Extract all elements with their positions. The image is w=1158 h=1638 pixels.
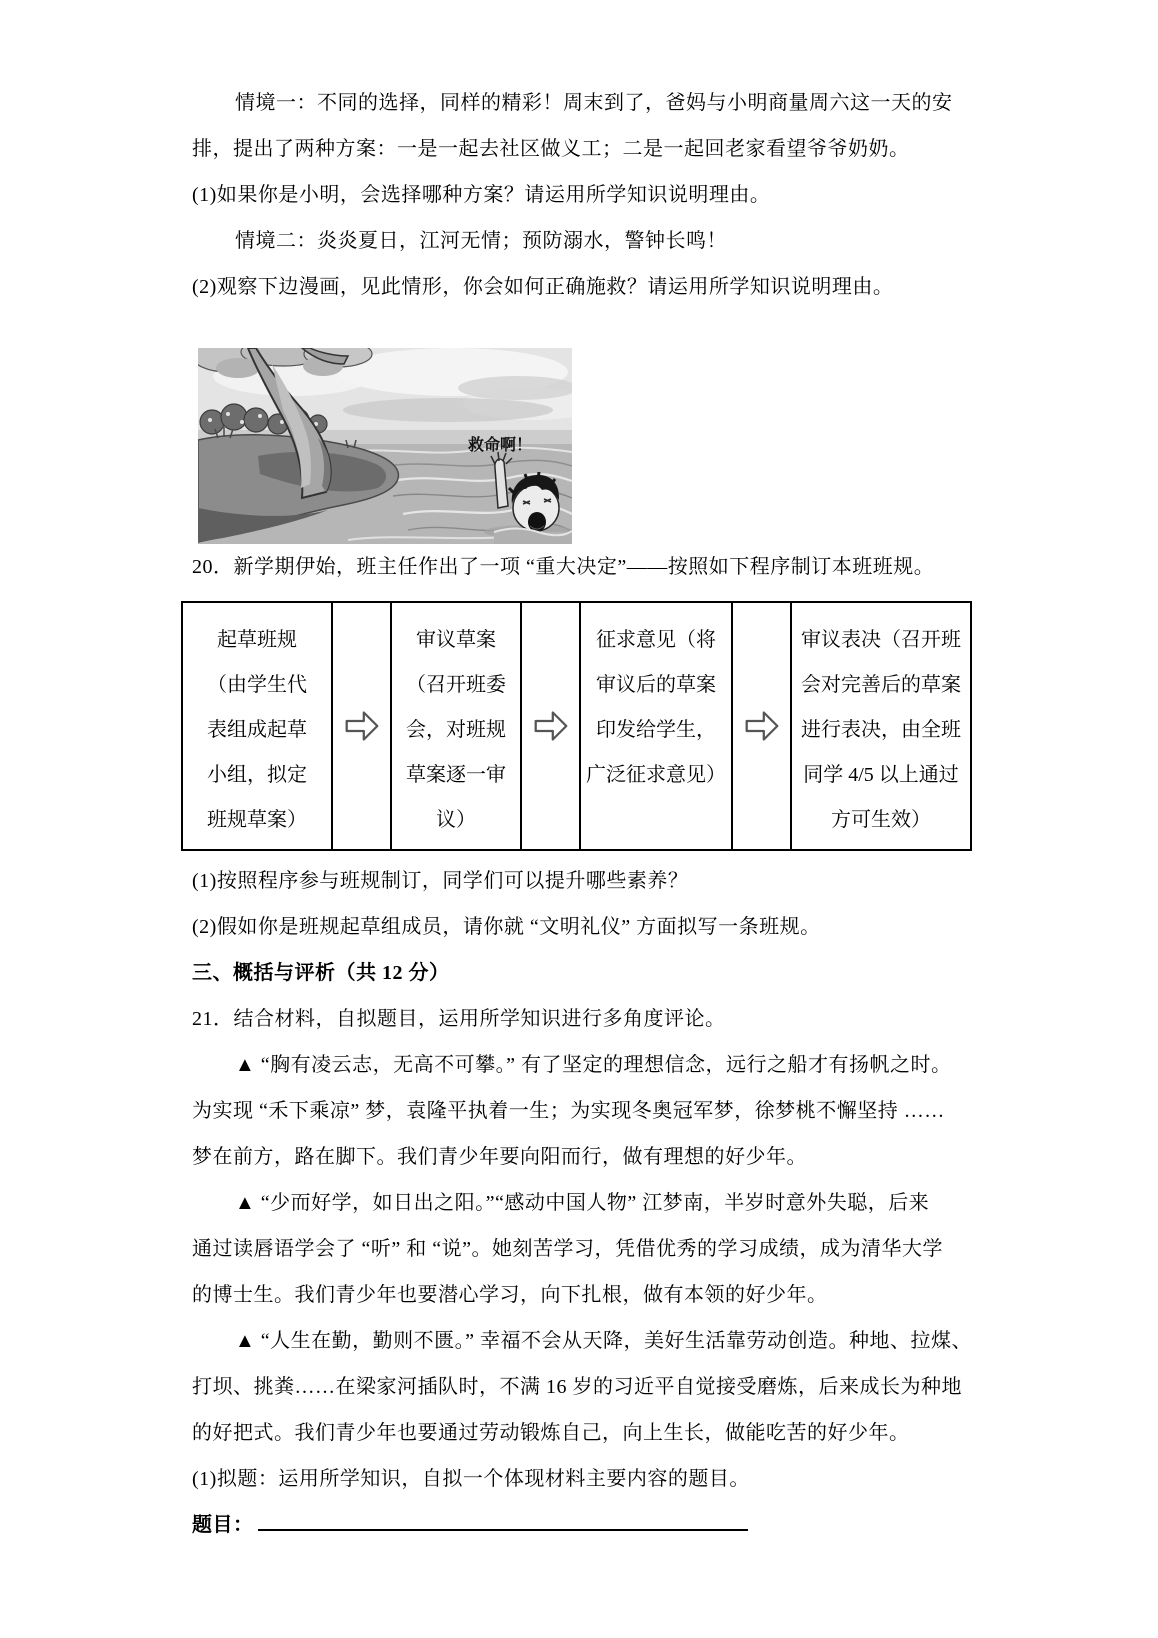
material-line-6: 的博士生。我们青少年也要潜心学习，向下扎根，做有本领的好少年。 [192,1284,828,1306]
q20-sub1-line: (1)按照程序参与班规制订，同学们可以提升哪些素养？ [192,870,689,892]
class-rules-flowchart-table [181,601,972,851]
q21-sub1-line: (1)拟题：运用所学知识，自拟一个体现材料主要内容的题目。 [192,1468,750,1490]
situation2-line: 情境二：炎炎夏日，江河无情；预防溺水，警钟长鸣！ [235,230,727,252]
q20-intro-line: 20．新学期伊始，班主任作出了一项 “重大决定”——按照如下程序制订本班班规。 [192,556,935,578]
situation1-line-2: 排，提出了两种方案：一是一起去社区做义工；二是一起回老家看望爷爷奶奶。 [192,138,910,160]
flow-step-2: 审议草案 （召开班委 会，对班规 草案逐一审 议） [390,603,520,849]
flow-arrow-icon [344,708,380,744]
material-line-2: 为实现 “禾下乘凉” 梦，袁隆平执着一生；为实现冬奥冠军梦，徐梦桃不懈坚持 …… [192,1100,945,1122]
flow-arrow-icon [744,708,780,744]
title-line [192,1502,984,1548]
drowning-cartoon-figure [198,348,572,544]
section3-heading: 三、概括与评析（共 12 分） [192,962,450,984]
material-line-5: 通过读唇语学会了 “听” 和 “说”。她刻苦学习，凭借优秀的学习成绩，成为清华大学 [192,1238,944,1260]
q21-intro-line: 21．结合材料，自拟题目，运用所学知识进行多角度评论。 [192,1008,726,1030]
q20-sub2-line: (2)假如你是班规起草组成员，请你就 “文明礼仪” 方面拟写一条班规。 [192,916,821,938]
material-line-1: ▲ “胸有凌云志，无高不可攀。” 有了坚定的理想信念，远行之船才有扬帆之时。 [235,1054,952,1076]
flow-arrow-icon [533,708,569,744]
material-line-9: 的好把式。我们青少年也要通过劳动锻炼自己，向上生长，做能吃苦的好少年。 [192,1422,910,1444]
title-label: 题目： [192,1514,254,1536]
material-line-8: 打坝、挑粪……在梁家河插队时，不满 16 岁的习近平自觉接受磨炼，后来成长为种地 [192,1376,962,1398]
material-line-3: 梦在前方，路在脚下。我们青少年要向阳而行，做有理想的好少年。 [192,1146,807,1168]
flow-step-4: 审议表决（召开班 会对完善后的草案 进行表决，由全班 同学 4/5 以上通过 方可生效） [790,603,970,849]
flow-step-1: 起草班规 （由学生代 表组成起草 小组，拟定 班规草案） [207,629,307,831]
title-answer-blank [258,1509,748,1531]
material-line-4: ▲ “少而好学，如日出之阳。”“感动中国人物” 江梦南，半岁时意外失聪，后来 [235,1192,930,1214]
q-sub1-line: (1)如果你是小明，会选择哪种方案？请运用所学知识说明理由。 [192,184,771,206]
page-content [192,80,984,1548]
q-sub2-line: (2)观察下边漫画，见此情形，你会如何正确施救？请运用所学知识说明理由。 [192,276,894,298]
flow-arrow-cell [520,603,579,849]
flow-arrow-cell [731,603,790,849]
speech-text: 救命啊！ [468,437,533,454]
flow-step-3: 征求意见（将 审议后的草案 印发给学生， 广泛征求意见） [579,603,731,849]
drowning-cartoon-image [198,348,572,544]
situation1-line-1: 情境一：不同的选择，同样的精彩！周末到了，爸妈与小明商量周六这一天的安 [235,92,953,114]
material-line-7: ▲ “人生在勤，勤则不匮。” 幸福不会从天降，美好生活靠劳动创造。种地、拉煤、 [235,1330,973,1352]
flow-arrow-cell [331,603,390,849]
